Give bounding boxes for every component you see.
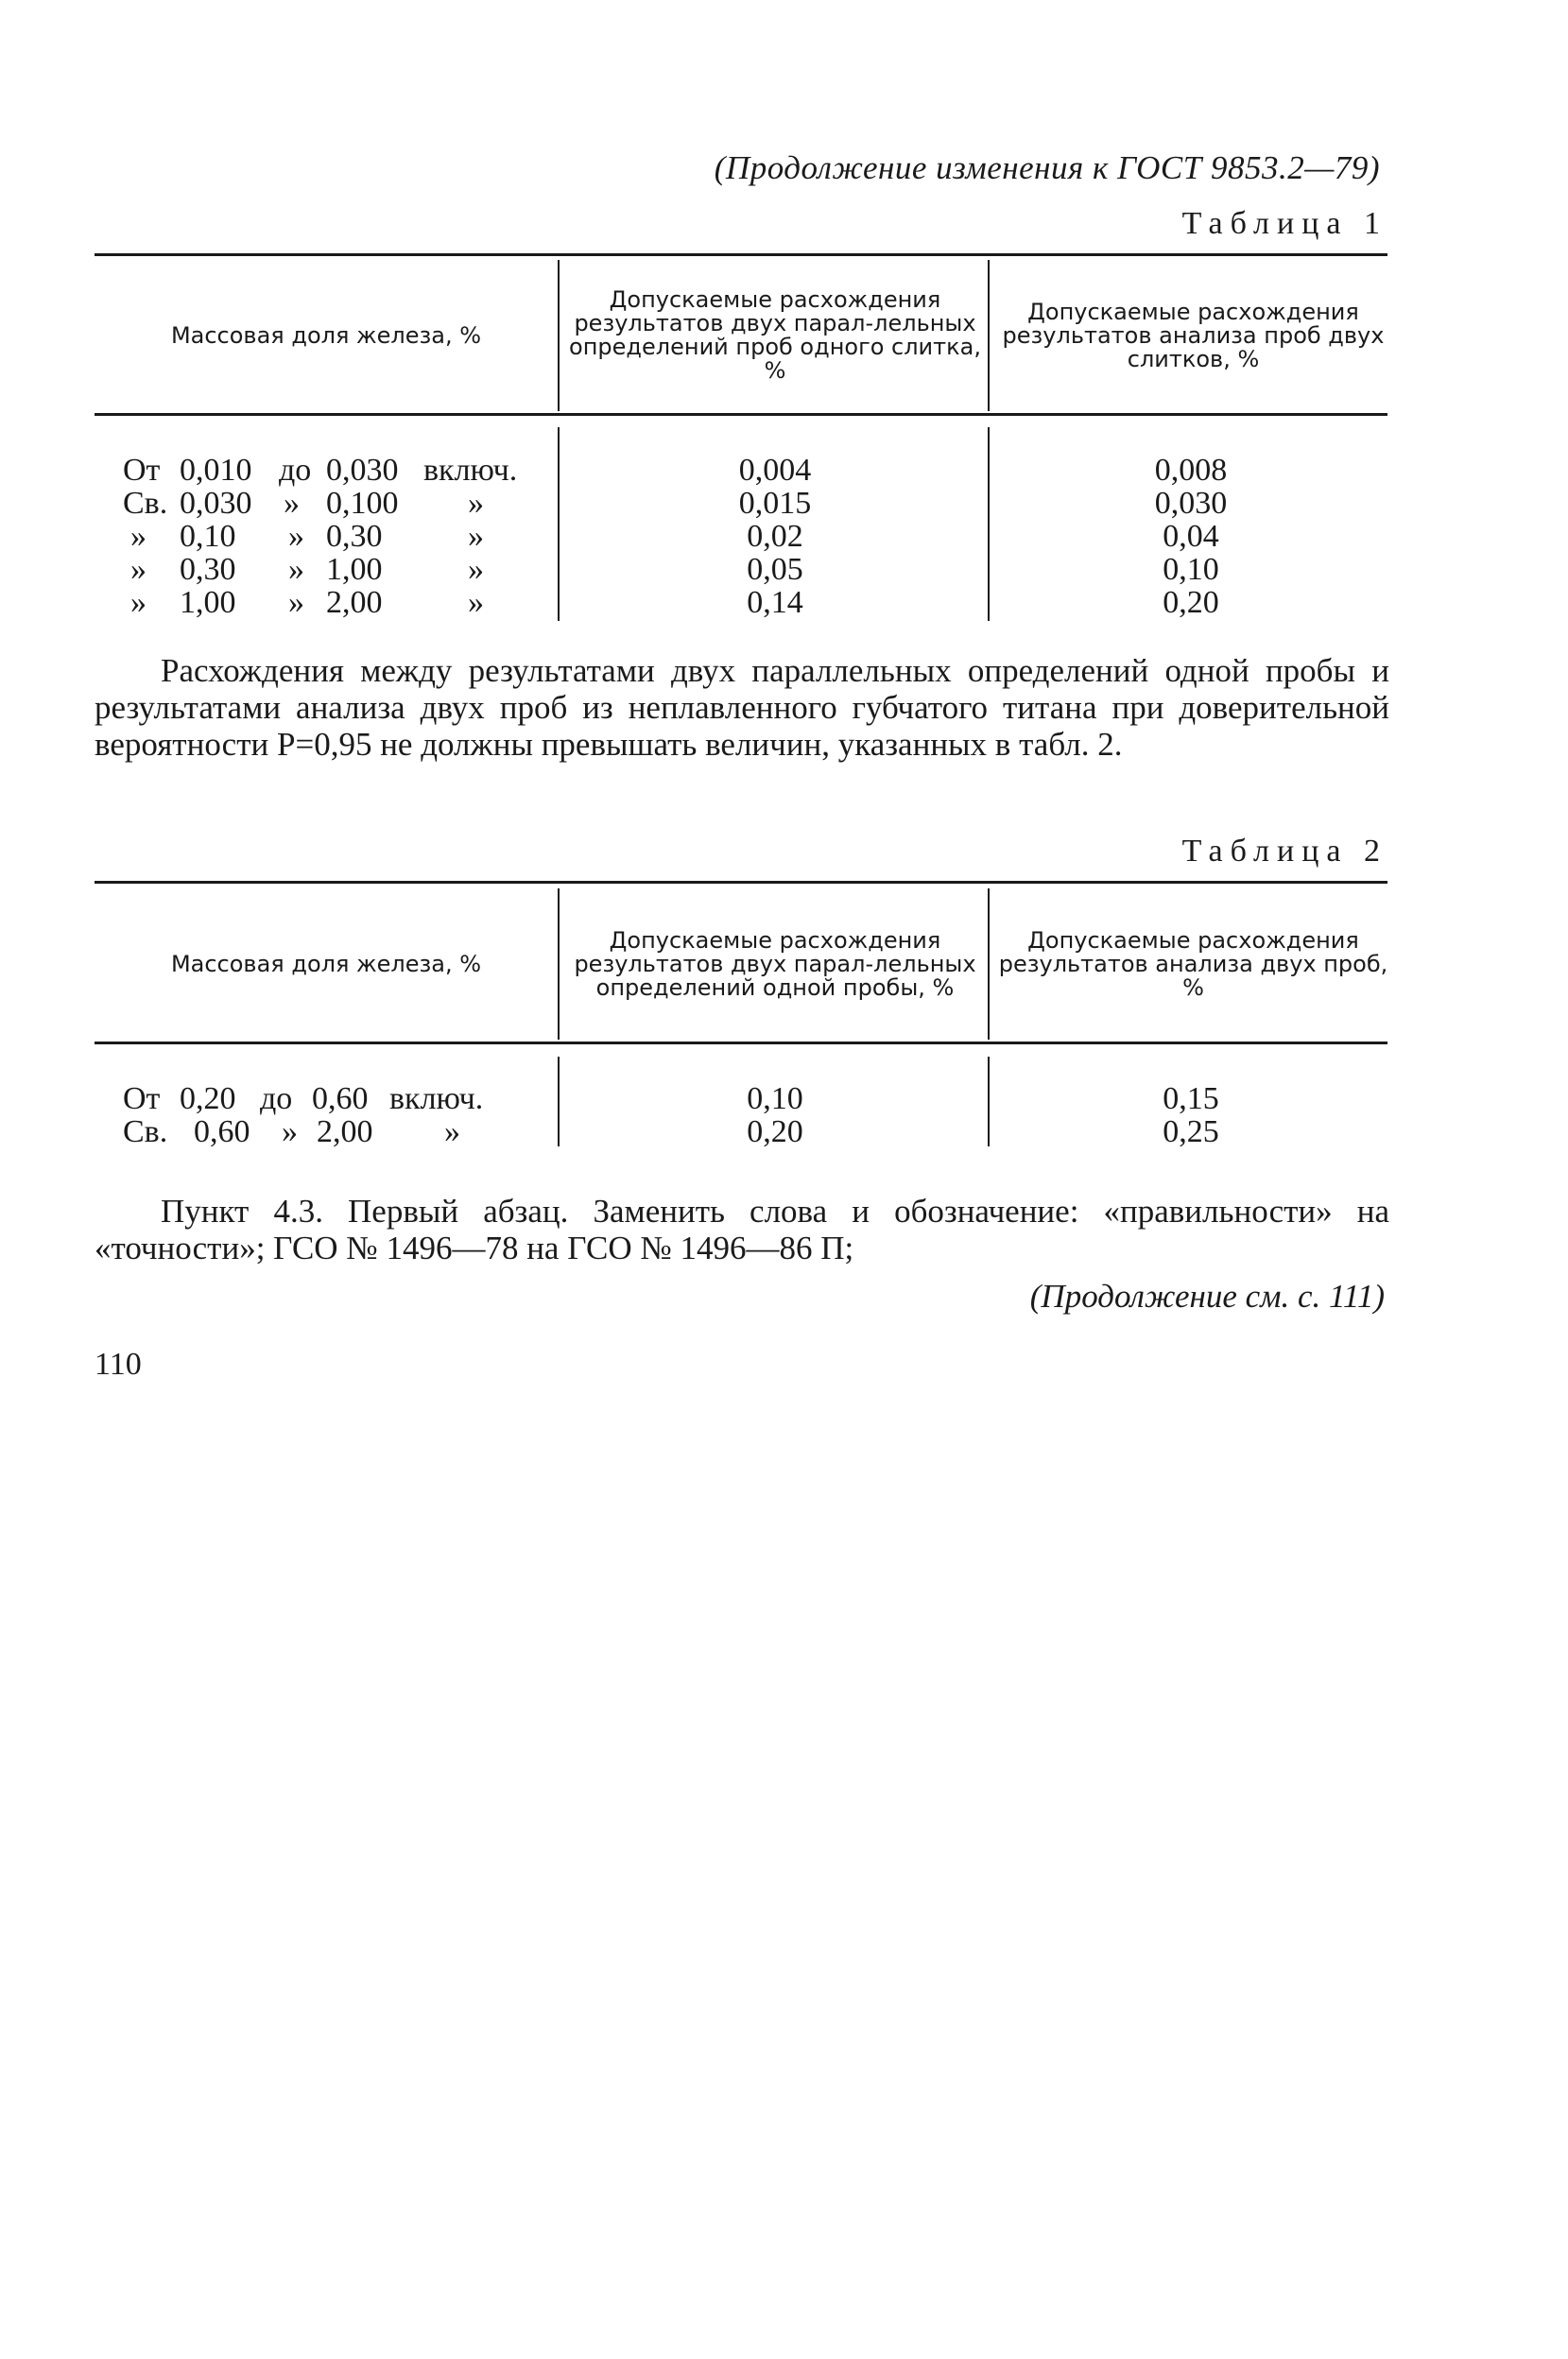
row-sep: » <box>282 1114 298 1149</box>
row-col1: 0,05 <box>747 552 803 587</box>
table-row <box>0 487 1568 520</box>
table-row <box>0 1082 1568 1115</box>
row-to: 0,30 <box>326 519 383 554</box>
row-to: 0,100 <box>326 486 399 521</box>
row-from: 1,00 <box>180 585 236 620</box>
table1-header-parallel: Допускаемые расхождения результатов двух парал-лельных определений проб одного слитка, % <box>569 286 981 384</box>
row-col1: 0,14 <box>747 585 803 620</box>
row-col2: 0,15 <box>1163 1081 1219 1116</box>
table-row <box>0 1115 1568 1148</box>
row-prefix: » <box>130 585 146 620</box>
row-to: 0,030 <box>326 453 399 488</box>
row-from: 0,030 <box>180 486 252 521</box>
table-row <box>0 454 1568 487</box>
row-sep: » <box>288 519 304 554</box>
row-sep: до <box>279 453 312 488</box>
row-col2: 0,008 <box>1154 453 1228 488</box>
row-to: 2,00 <box>317 1114 373 1149</box>
row-from: 0,10 <box>180 519 236 554</box>
row-prefix: От <box>123 1081 161 1116</box>
table2-header-divider-1 <box>558 888 560 1040</box>
table2-caption: Таблица 2 <box>1181 834 1387 869</box>
row-sep: до <box>260 1081 293 1116</box>
table1-header-divider-2 <box>988 260 990 411</box>
row-to: 2,00 <box>326 585 383 620</box>
row-prefix: Св. <box>123 486 168 521</box>
table2-header-parallel: Допускаемые расхождения результатов двух парал-лельных определений одной пробы, % <box>574 926 976 1001</box>
paragraph-clause-4-3: Пункт 4.3. Первый абзац. Заменить слова и обозначение: «правильности» на «точности»; ГСО № 1496—78 на ГСО № 1496—86 П; <box>95 1193 1389 1266</box>
page-number: 110 <box>95 1347 142 1382</box>
row-prefix: » <box>130 519 146 554</box>
table-row <box>0 553 1568 586</box>
row-suffix: » <box>444 1114 460 1149</box>
row-suffix: » <box>468 552 484 587</box>
paragraph-discrepancies: Расхождения между результатами двух параллельных определений одной пробы и результатами анализа двух проб из неплавленного губчатого титана при доверительной вероятности P=0,95 не должны превышать величин, указанных в табл. 2. <box>95 652 1389 763</box>
table1-header-ingots: Допускаемые расхождения результатов анализа проб двух слитков, % <box>1002 298 1385 372</box>
row-col2: 0,10 <box>1163 552 1219 587</box>
row-col2: 0,25 <box>1163 1114 1219 1149</box>
row-prefix: » <box>130 552 146 587</box>
row-sep: » <box>284 486 300 521</box>
row-to: 0,60 <box>312 1081 369 1116</box>
table1-header-mass-fraction: Массовая доля железа, % <box>170 321 482 349</box>
row-col1: 0,015 <box>738 486 812 521</box>
row-suffix: » <box>468 519 484 554</box>
row-sep: » <box>288 552 304 587</box>
row-col2: 0,030 <box>1154 486 1228 521</box>
table2-header-divider-2 <box>988 888 990 1040</box>
row-col1: 0,10 <box>747 1081 803 1116</box>
row-from: 0,010 <box>180 453 252 488</box>
row-col1: 0,02 <box>747 519 803 554</box>
row-suffix: включ. <box>389 1081 484 1116</box>
table-row <box>0 586 1568 619</box>
table2-header-samples: Допускаемые расхождения результатов анализа двух проб, % <box>998 926 1388 1001</box>
row-suffix: » <box>468 486 484 521</box>
row-col1: 0,004 <box>738 453 812 488</box>
table1-header-rule <box>95 413 1387 416</box>
table2-header-rule <box>95 1042 1387 1044</box>
row-prefix: Св. <box>123 1114 168 1149</box>
table2-header-mass-fraction: Массовая доля железа, % <box>170 950 482 977</box>
table1-top-rule <box>95 253 1387 256</box>
table1-caption: Таблица 1 <box>1181 206 1387 241</box>
row-to: 1,00 <box>326 552 383 587</box>
table-row <box>0 520 1568 553</box>
continuation-header: (Продолжение изменения к ГОСТ 9853.2—79) <box>714 149 1380 186</box>
row-col1: 0,20 <box>747 1114 803 1149</box>
continuation-footer: (Продолжение см. с. 111) <box>1029 1278 1385 1315</box>
row-col2: 0,20 <box>1163 585 1219 620</box>
table2-top-rule <box>95 881 1387 884</box>
row-suffix: » <box>468 585 484 620</box>
row-from: 0,60 <box>194 1114 250 1149</box>
row-from: 0,20 <box>180 1081 236 1116</box>
row-sep: » <box>288 585 304 620</box>
table1-header-divider-1 <box>558 260 560 411</box>
row-from: 0,30 <box>180 552 236 587</box>
row-suffix: включ. <box>423 453 518 488</box>
row-col2: 0,04 <box>1163 519 1219 554</box>
row-prefix: От <box>123 453 161 488</box>
